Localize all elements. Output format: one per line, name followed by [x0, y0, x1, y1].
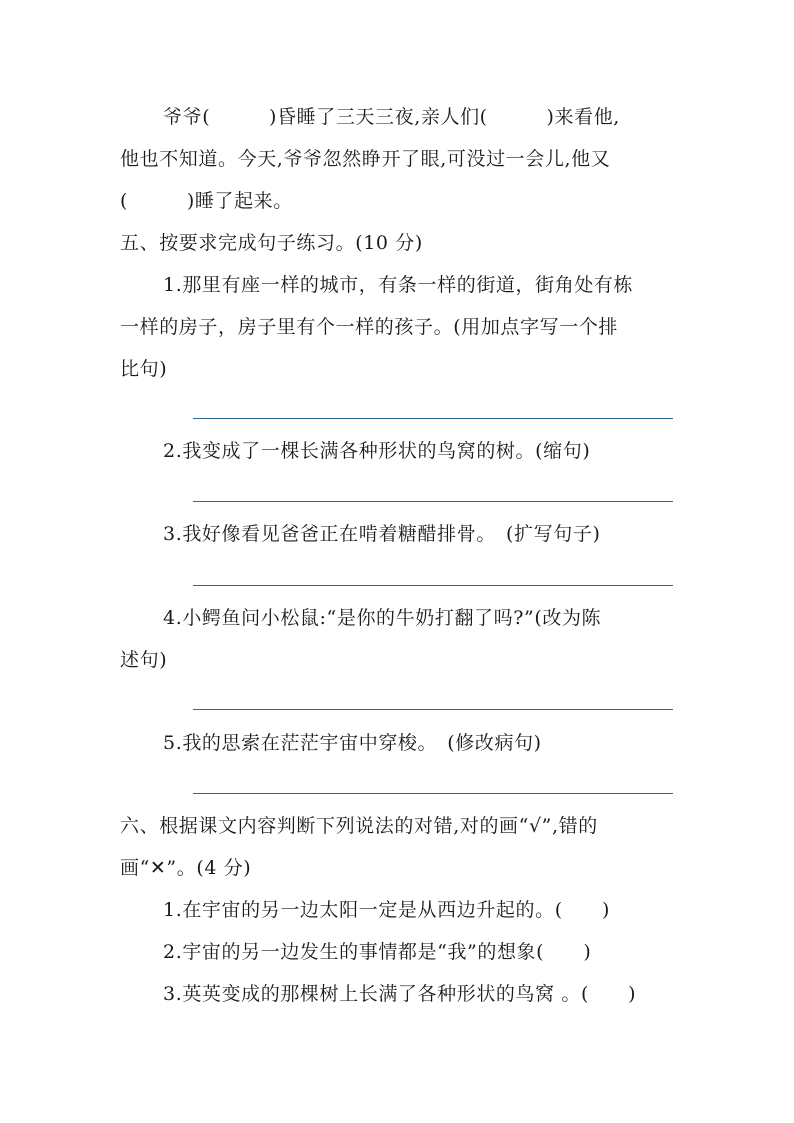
question-5: 5.我的思索在茫茫宇宙中穿梭。 (修改病句)	[163, 732, 542, 754]
answer-line-1[interactable]	[193, 418, 673, 419]
passage-line-3: ( )睡了起来。	[120, 190, 293, 212]
answer-line-2[interactable]	[193, 501, 673, 502]
answer-line-5[interactable]	[193, 793, 673, 794]
question-1-line-3: 比句)	[120, 358, 168, 380]
question-3: 3.我好像看见爸爸正在啃着糖醋排骨。 (扩写句子)	[163, 523, 601, 545]
passage-line-2: 他也不知道。今天,爷爷忽然睁开了眼,可没过一会儿,他又	[120, 148, 611, 170]
question-1-line-2: 一样的房子，房子里有个一样的孩子。(用加点字写一个排	[120, 316, 619, 338]
answer-line-4[interactable]	[193, 709, 673, 710]
question-2: 2.我变成了一棵长满各种形状的鸟窝的树。(缩句)	[163, 440, 591, 462]
judgement-item-1: 1.在宇宙的另一边太阳一定是从西边升起的。( )	[163, 899, 610, 921]
section-6-heading-line-1: 六、根据课文内容判断下列说法的对错,对的画“√”,错的	[120, 815, 598, 837]
question-4-line-1: 4.小鳄鱼问小松鼠:“是你的牛奶打翻了吗?”(改为陈	[163, 607, 602, 629]
question-1-line-1: 1.那里有座一样的城市，有条一样的街道，街角处有栋	[163, 274, 634, 296]
judgement-item-2: 2.宇宙的另一边发生的事情都是“我”的想象( )	[163, 941, 592, 963]
answer-line-3[interactable]	[193, 585, 673, 586]
judgement-item-3: 3.英英变成的那棵树上长满了各种形状的鸟窝 。( )	[163, 983, 637, 1005]
section-5-heading: 五、按要求完成句子练习。(10 分)	[120, 232, 423, 254]
question-4-line-2: 述句)	[120, 649, 168, 671]
section-6-heading-line-2: 画“✕”。(4 分)	[120, 857, 252, 879]
passage-line-1: 爷爷( )昏睡了三天三夜,亲人们( )来看他,	[163, 106, 620, 128]
